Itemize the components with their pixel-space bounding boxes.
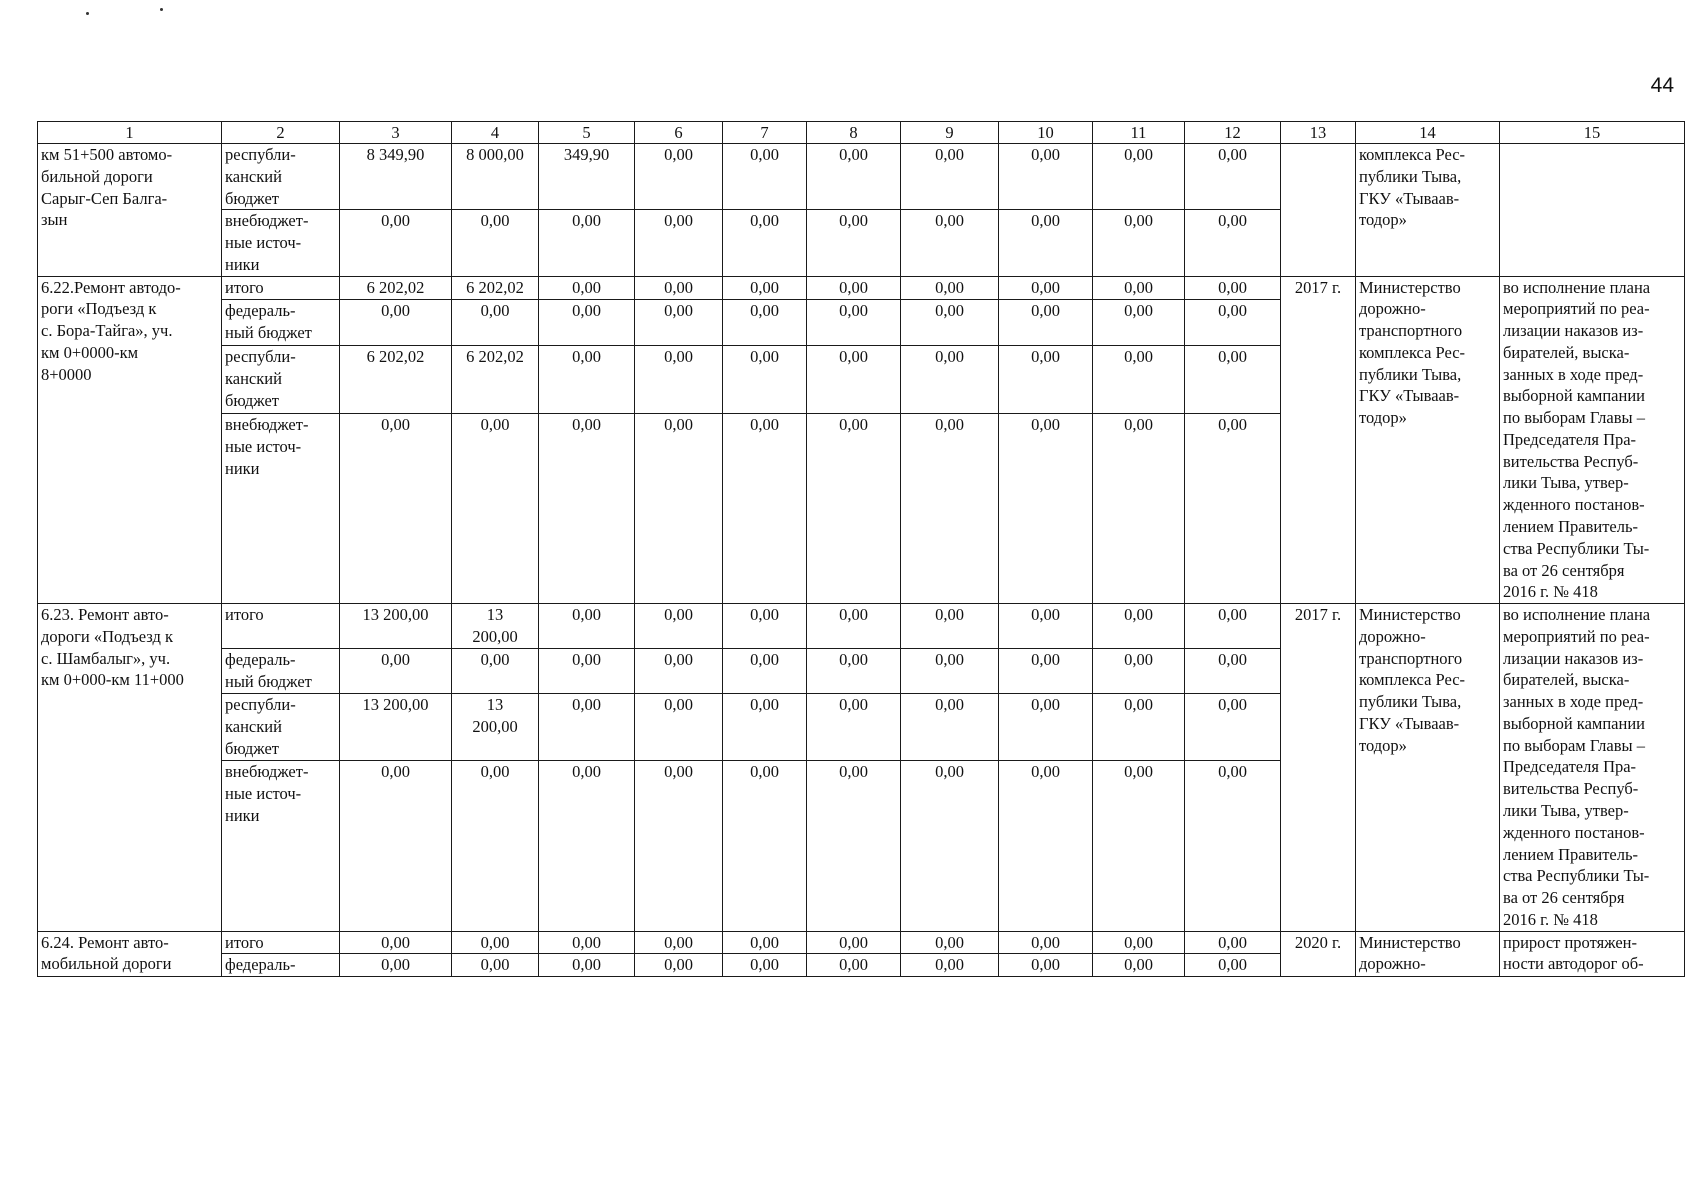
amount-cell: 0,00 — [1185, 604, 1281, 649]
column-number: 8 — [807, 122, 901, 144]
completion-year: 2020 г. — [1281, 931, 1356, 977]
amount-cell: 0,00 — [723, 761, 807, 931]
amount-cell: 0,00 — [1185, 345, 1281, 413]
amount-cell: 0,00 — [539, 649, 635, 694]
amount-cell: 0,00 — [807, 649, 901, 694]
amount-cell: 0,00 — [539, 300, 635, 346]
table-row — [38, 144, 1685, 210]
amount-cell: 0,00 — [539, 276, 635, 299]
amount-cell: 0,00 — [635, 276, 723, 299]
column-number-row — [38, 122, 1685, 144]
column-number: 5 — [539, 122, 635, 144]
amount-cell: 0,00 — [901, 345, 999, 413]
amount-cell: 0,00 — [901, 761, 999, 931]
amount-cell: 0,00 — [807, 931, 901, 954]
expected-result-note — [1500, 144, 1685, 277]
funding-source: федераль- ный бюджет — [222, 649, 340, 694]
amount-cell: 0,00 — [340, 300, 452, 346]
amount-cell: 0,00 — [340, 761, 452, 931]
completion-year — [1281, 144, 1356, 277]
scan-speck — [160, 8, 163, 11]
amount-cell: 0,00 — [635, 414, 723, 604]
amount-cell: 0,00 — [901, 300, 999, 346]
amount-cell: 0,00 — [539, 761, 635, 931]
amount-cell: 0,00 — [807, 300, 901, 346]
amount-cell: 0,00 — [1185, 300, 1281, 346]
amount-cell: 0,00 — [807, 954, 901, 977]
amount-cell: 0,00 — [1093, 954, 1185, 977]
responsible-executor: Министерство дорожно- транспортного комплекса Рес- публики Тыва, ГКУ «Тываав- тодор» — [1356, 604, 1500, 931]
amount-cell: 0,00 — [340, 954, 452, 977]
column-number: 6 — [635, 122, 723, 144]
amount-cell: 0,00 — [452, 761, 539, 931]
funding-source: внебюджет- ные источ- ники — [222, 210, 340, 276]
amount-cell: 0,00 — [1185, 414, 1281, 604]
funding-source: республи- канский бюджет — [222, 345, 340, 413]
amount-cell: 13 200,00 — [340, 604, 452, 649]
amount-cell: 0,00 — [723, 210, 807, 276]
page-number: 44 — [1650, 74, 1674, 97]
table-body — [38, 122, 1685, 977]
column-number: 11 — [1093, 122, 1185, 144]
amount-cell: 0,00 — [999, 144, 1093, 210]
column-number: 12 — [1185, 122, 1281, 144]
amount-cell: 0,00 — [452, 414, 539, 604]
amount-cell: 0,00 — [723, 931, 807, 954]
amount-cell: 6 202,02 — [452, 345, 539, 413]
amount-cell: 0,00 — [635, 604, 723, 649]
funding-source: итого — [222, 931, 340, 954]
amount-cell: 0,00 — [901, 414, 999, 604]
amount-cell: 0,00 — [1185, 649, 1281, 694]
amount-cell: 0,00 — [1185, 210, 1281, 276]
amount-cell: 349,90 — [539, 144, 635, 210]
amount-cell: 0,00 — [635, 345, 723, 413]
amount-cell: 0,00 — [723, 345, 807, 413]
amount-cell: 0,00 — [723, 604, 807, 649]
completion-year: 2017 г. — [1281, 604, 1356, 931]
amount-cell: 0,00 — [635, 300, 723, 346]
amount-cell: 0,00 — [635, 931, 723, 954]
amount-cell: 0,00 — [452, 300, 539, 346]
object-description: 6.23. Ремонт авто- дороги «Подъезд к с. Шамбалыг», уч. км 0+000-км 11+000 — [38, 604, 222, 931]
amount-cell: 0,00 — [723, 276, 807, 299]
amount-cell: 0,00 — [340, 649, 452, 694]
amount-cell: 0,00 — [635, 210, 723, 276]
amount-cell: 0,00 — [1093, 694, 1185, 761]
amount-cell: 0,00 — [901, 931, 999, 954]
amount-cell: 6 202,02 — [340, 276, 452, 299]
amount-cell: 0,00 — [1093, 300, 1185, 346]
amount-cell: 0,00 — [539, 604, 635, 649]
amount-cell: 0,00 — [999, 345, 1093, 413]
column-number: 9 — [901, 122, 999, 144]
funding-source: итого — [222, 276, 340, 299]
amount-cell: 0,00 — [807, 345, 901, 413]
column-number: 13 — [1281, 122, 1356, 144]
amount-cell: 0,00 — [340, 414, 452, 604]
responsible-executor: Министерство дорожно- транспортного комплекса Рес- публики Тыва, ГКУ «Тываав- тодор» — [1356, 276, 1500, 603]
amount-cell: 6 202,02 — [452, 276, 539, 299]
expected-result-note: во исполнение плана мероприятий по реа- лизации наказов из- бирателей, выска- занных в ходе пред- выборной кампании по выборам Главы – Председателя Пра- вительства Респуб- лики Тыва, утвер- жденного постанов- лением Правитель- ства Республики Ты- ва от 26 сентября 2016 г. № 418 — [1500, 276, 1685, 603]
amount-cell: 0,00 — [999, 300, 1093, 346]
amount-cell: 0,00 — [539, 954, 635, 977]
amount-cell: 0,00 — [901, 604, 999, 649]
amount-cell: 0,00 — [340, 210, 452, 276]
amount-cell: 6 202,02 — [340, 345, 452, 413]
amount-cell: 0,00 — [452, 954, 539, 977]
table-row — [38, 276, 1685, 299]
amount-cell: 0,00 — [1093, 345, 1185, 413]
amount-cell: 0,00 — [999, 931, 1093, 954]
amount-cell: 0,00 — [452, 210, 539, 276]
amount-cell: 0,00 — [723, 954, 807, 977]
amount-cell: 0,00 — [539, 931, 635, 954]
amount-cell: 0,00 — [1185, 931, 1281, 954]
amount-cell: 0,00 — [539, 210, 635, 276]
amount-cell: 0,00 — [635, 649, 723, 694]
amount-cell: 0,00 — [999, 210, 1093, 276]
amount-cell: 13 200,00 — [340, 694, 452, 761]
amount-cell: 0,00 — [723, 300, 807, 346]
amount-cell: 0,00 — [723, 414, 807, 604]
amount-cell: 0,00 — [901, 144, 999, 210]
amount-cell: 0,00 — [999, 954, 1093, 977]
amount-cell: 0,00 — [452, 649, 539, 694]
expected-result-note: прирост протяжен- ности автодорог об- — [1500, 931, 1685, 977]
funding-source: федераль- ный бюджет — [222, 300, 340, 346]
amount-cell: 0,00 — [901, 276, 999, 299]
responsible-executor: Министерство дорожно- — [1356, 931, 1500, 977]
amount-cell: 0,00 — [999, 414, 1093, 604]
amount-cell: 0,00 — [1185, 954, 1281, 977]
amount-cell: 0,00 — [539, 414, 635, 604]
amount-cell: 0,00 — [807, 210, 901, 276]
table-row — [38, 931, 1685, 954]
amount-cell: 13 200,00 — [452, 694, 539, 761]
budget-table — [37, 121, 1685, 977]
amount-cell: 0,00 — [1093, 210, 1185, 276]
amount-cell: 0,00 — [1185, 761, 1281, 931]
amount-cell: 0,00 — [635, 144, 723, 210]
amount-cell: 0,00 — [807, 761, 901, 931]
column-number: 3 — [340, 122, 452, 144]
amount-cell: 0,00 — [1093, 761, 1185, 931]
amount-cell: 0,00 — [723, 649, 807, 694]
column-number: 4 — [452, 122, 539, 144]
amount-cell: 0,00 — [723, 694, 807, 761]
amount-cell: 0,00 — [340, 931, 452, 954]
responsible-executor: комплекса Рес- публики Тыва, ГКУ «Тываав- тодор» — [1356, 144, 1500, 277]
amount-cell: 0,00 — [539, 694, 635, 761]
amount-cell: 0,00 — [635, 694, 723, 761]
completion-year: 2017 г. — [1281, 276, 1356, 603]
amount-cell: 0,00 — [452, 931, 539, 954]
amount-cell: 0,00 — [1185, 694, 1281, 761]
funding-source: внебюджет- ные источ- ники — [222, 414, 340, 604]
amount-cell: 0,00 — [1093, 276, 1185, 299]
amount-cell: 0,00 — [635, 954, 723, 977]
column-number: 10 — [999, 122, 1093, 144]
amount-cell: 0,00 — [901, 210, 999, 276]
amount-cell: 0,00 — [539, 345, 635, 413]
amount-cell: 8 349,90 — [340, 144, 452, 210]
funding-source: республи- канский бюджет — [222, 144, 340, 210]
amount-cell: 0,00 — [901, 954, 999, 977]
amount-cell: 0,00 — [999, 649, 1093, 694]
column-number: 15 — [1500, 122, 1685, 144]
amount-cell: 0,00 — [807, 414, 901, 604]
expected-result-note: во исполнение плана мероприятий по реа- лизации наказов из- бирателей, выска- занных в ходе пред- выборной кампании по выборам Главы – Председателя Пра- вительства Респуб- лики Тыва, утвер- жденного постанов- лением Правитель- ства Республики Ты- ва от 26 сентября 2016 г. № 418 — [1500, 604, 1685, 931]
object-description: км 51+500 автомо- бильной дороги Сарыг-Сеп Балга- зын — [38, 144, 222, 277]
table-row — [38, 604, 1685, 649]
amount-cell: 0,00 — [999, 276, 1093, 299]
amount-cell: 0,00 — [1093, 414, 1185, 604]
column-number: 1 — [38, 122, 222, 144]
column-number: 14 — [1356, 122, 1500, 144]
amount-cell: 0,00 — [1093, 931, 1185, 954]
amount-cell: 0,00 — [1093, 604, 1185, 649]
amount-cell: 0,00 — [807, 604, 901, 649]
amount-cell: 13 200,00 — [452, 604, 539, 649]
funding-source: федераль- — [222, 954, 340, 977]
amount-cell: 0,00 — [999, 761, 1093, 931]
amount-cell: 0,00 — [901, 694, 999, 761]
amount-cell: 0,00 — [635, 761, 723, 931]
column-number: 2 — [222, 122, 340, 144]
amount-cell: 0,00 — [807, 144, 901, 210]
funding-source: итого — [222, 604, 340, 649]
amount-cell: 8 000,00 — [452, 144, 539, 210]
amount-cell: 0,00 — [1093, 649, 1185, 694]
amount-cell: 0,00 — [999, 694, 1093, 761]
amount-cell: 0,00 — [1185, 144, 1281, 210]
amount-cell: 0,00 — [1093, 144, 1185, 210]
column-number: 7 — [723, 122, 807, 144]
amount-cell: 0,00 — [901, 649, 999, 694]
amount-cell: 0,00 — [723, 144, 807, 210]
object-description: 6.24. Ремонт авто- мобильной дороги — [38, 931, 222, 977]
scan-speck — [86, 12, 89, 15]
amount-cell: 0,00 — [999, 604, 1093, 649]
amount-cell: 0,00 — [807, 276, 901, 299]
object-description: 6.22.Ремонт автодо- роги «Подъезд к с. Бора-Тайга», уч. км 0+0000-км 8+0000 — [38, 276, 222, 603]
funding-source: республи- канский бюджет — [222, 694, 340, 761]
amount-cell: 0,00 — [1185, 276, 1281, 299]
amount-cell: 0,00 — [807, 694, 901, 761]
funding-source: внебюджет- ные источ- ники — [222, 761, 340, 931]
